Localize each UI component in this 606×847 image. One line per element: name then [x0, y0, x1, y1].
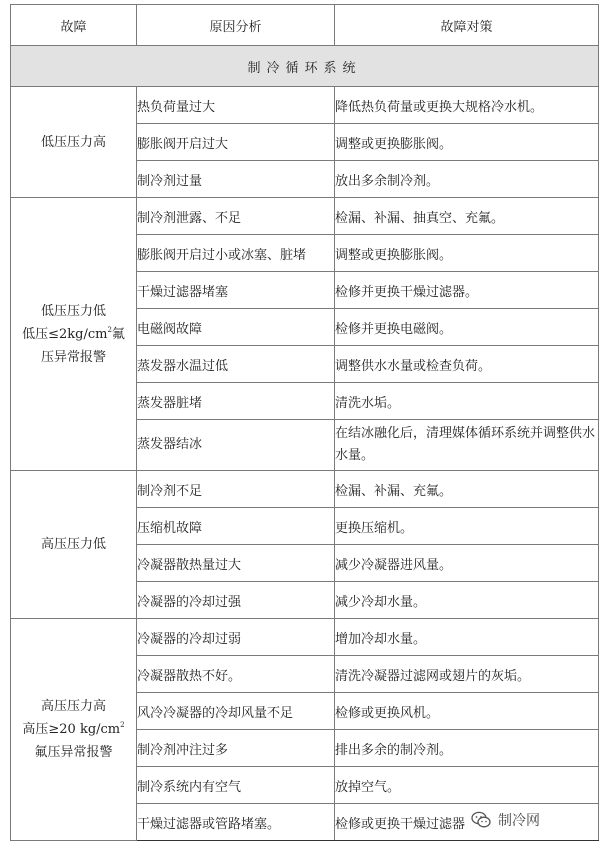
superscript: 2: [107, 325, 112, 334]
table-row: [11, 198, 599, 235]
cause-cell: 制冷剂不足: [137, 471, 335, 508]
symptom-text: 低压≤2kg/cm: [22, 326, 108, 342]
cause-cell: 蒸发器水温过低: [137, 346, 335, 383]
symptom-line: [11, 323, 136, 346]
cause-cell: 冷凝器散热量过大: [137, 545, 335, 582]
wechat-icon: [470, 809, 492, 831]
remedy-cell: 在结冰融化后，清理媒体循环系统并调整供水水量。: [335, 420, 599, 471]
cause-cell: 膨胀阀开启过小或冰塞、脏堵: [137, 235, 335, 272]
remedy-cell: 调整或更换膨胀阀。: [335, 124, 599, 161]
remedy-cell: 放掉空气。: [335, 767, 599, 804]
remedy-cell: 排出多余的制冷剂。: [335, 730, 599, 767]
cause-cell: 制冷剂泄露、不足: [137, 198, 335, 235]
cause-cell: 蒸发器结冰: [137, 420, 335, 471]
symptom-cell: [11, 619, 137, 841]
header-remedy: 故障对策: [335, 5, 599, 46]
cause-cell: 冷凝器的冷却过弱: [137, 619, 335, 656]
remedy-cell: 放出多余制冷剂。: [335, 161, 599, 198]
remedy-cell: 检修或更换干燥过滤器: [335, 804, 599, 841]
remedy-cell: 清洗冷凝器过滤网或翅片的灰垢。: [335, 656, 599, 693]
fault-table: [10, 4, 599, 841]
remedy-cell: 降低热负荷量或更换大规格冷水机。: [335, 87, 599, 124]
symptom-cell: [11, 87, 137, 198]
cause-cell: 压缩机故障: [137, 508, 335, 545]
cause-cell: 蒸发器脏堵: [137, 383, 335, 420]
remedy-cell: 增加冷却水量。: [335, 619, 599, 656]
header-row: [11, 5, 599, 46]
cause-cell: 制冷系统内有空气: [137, 767, 335, 804]
watermark: [470, 807, 602, 833]
header-cause: 原因分析: [137, 5, 335, 46]
cause-cell: 制冷剂冲注过多: [137, 730, 335, 767]
remedy-cell: 减少冷却水量。: [335, 582, 599, 619]
remedy-cell: 调整或更换膨胀阀。: [335, 235, 599, 272]
cause-cell: 制冷剂过量: [137, 161, 335, 198]
section-title: 制冷循环系统: [11, 46, 599, 87]
remedy-cell: 检修或更换风机。: [335, 693, 599, 730]
superscript: 2: [120, 721, 125, 729]
symptom-line: [11, 718, 136, 741]
symptom-line: 压异常报警: [40, 349, 106, 365]
watermark-text: 制冷网: [498, 813, 540, 829]
cause-cell: 膨胀阀开启过大: [137, 124, 335, 161]
table-row: [11, 87, 599, 124]
remedy-cell: 更换压缩机。: [335, 508, 599, 545]
cause-cell: 电磁阀故障: [137, 309, 335, 346]
header-fault: 故障: [11, 5, 137, 46]
remedy-cell: 调整供水水量或检查负荷。: [335, 346, 599, 383]
remedy-cell: 清洗水垢。: [335, 383, 599, 420]
symptom-line: 氟压异常报警: [34, 745, 113, 760]
remedy-cell: 检漏、补漏、充氟。: [335, 471, 599, 508]
cause-cell: 冷凝器的冷却过强: [137, 582, 335, 619]
symptom-line: 低压压力低: [40, 303, 106, 319]
symptom-text: 氟: [111, 326, 125, 342]
table-row: [11, 471, 599, 508]
symptom-line: 高压压力低: [40, 537, 106, 552]
symptom-line: 高压压力高: [40, 699, 106, 714]
cause-cell: 风冷冷凝器的冷却风量不足: [137, 693, 335, 730]
remedy-cell: 减少冷凝器进风量。: [335, 545, 599, 582]
remedy-cell: 检漏、补漏、抽真空、充氟。: [335, 198, 599, 235]
symptom-text: 高压≥20 kg/cm: [22, 722, 121, 737]
table-row: [11, 619, 599, 656]
cause-cell: 冷凝器散热不好。: [137, 656, 335, 693]
cause-cell: 热负荷量过大: [137, 87, 335, 124]
remedy-cell: 检修并更换干燥过滤器。: [335, 272, 599, 309]
remedy-cell: 检修并更换电磁阀。: [335, 309, 599, 346]
symptom-line: 低压压力高: [40, 134, 106, 150]
symptom-cell: [11, 198, 137, 471]
symptom-cell: [11, 471, 137, 619]
cause-cell: 干燥过滤器或管路堵塞。: [137, 804, 335, 841]
cause-cell: 干燥过滤器堵塞: [137, 272, 335, 309]
section-row: [11, 46, 599, 87]
